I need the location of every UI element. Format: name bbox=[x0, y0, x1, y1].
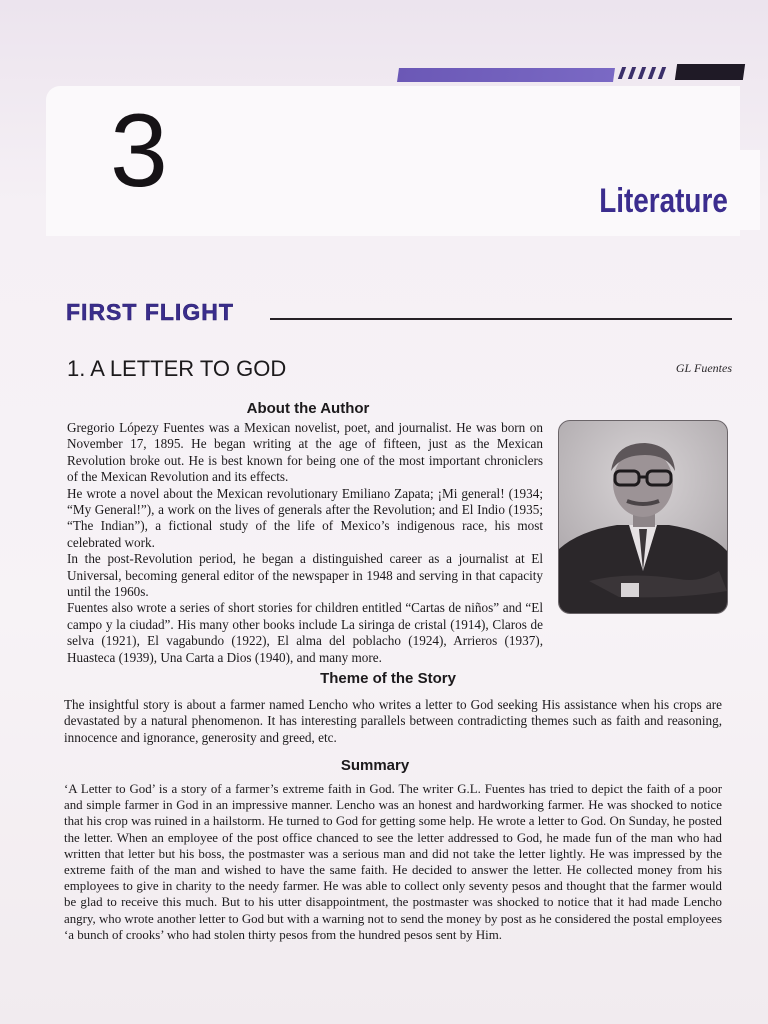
decorative-stripe bbox=[397, 68, 615, 82]
about-paragraph: In the post-Revolution period, he began a distinguished career as a journalist at El Universal, becoming general editor of the newspaper in 1948 and serving in that capacity until the 1960s. bbox=[67, 551, 543, 600]
theme-text: The insightful story is about a farmer named Lencho who writes a letter to God seeking His assistance when his crops are devastated by a natural phenomenon. It has interesting parallels between contradicting themes such as faith and reasoning, innocence and ignorance, generosity and greed, etc. bbox=[64, 697, 722, 745]
about-paragraph: Gregorio Lópezy Fuentes was a Mexican novelist, poet, and journalist. He was born on November 17, 1895. He began writing at the age of fifteen, just as the Mexican Revolution broke out. He is best known for being one of the most important chroniclers of the Mexican Revolution and its effects. bbox=[67, 420, 543, 485]
author-portrait-icon bbox=[559, 421, 727, 613]
chapter-title: Literature bbox=[599, 182, 728, 220]
decorative-dark-bar bbox=[675, 64, 745, 80]
decorative-ticks bbox=[620, 66, 680, 80]
summary-heading: Summary bbox=[340, 757, 410, 774]
about-paragraph: He wrote a novel about the Mexican revolutionary Emiliano Zapata; ¡Mi general! (1934; “My General!”), a work on the lives of generals after the Revolution; and El Indio (1935; “The Indian”), a fictional study of the life of Mexico’s indigenous race, his most celebrated work. bbox=[67, 485, 543, 550]
summary-text: ‘A Letter to God’ is a story of a farmer’s extreme faith in God. The writer G.L. Fuentes has tried to depict the faith of a poor and simple farmer in God in an impressive manner. Lencho was an honest and hardworking farmer. He was shocked to notice that his crop was ruined in a hailstorm. He turned to God for getting some help. He wrote a letter to God. On Sunday, he posted the letter. When an employee of the post office chanced to see the letter addressed to God, he made fun of the man who had written that letter but his boss, the postmaster was a serious man and did not take the letter lightly. He was impressed by the extreme faith of the man and wished to have the same faith. He decided to answer the letter. He collected money from his employees to give in charity to the needy farmer. He was able to collect only seventy pesos and thought that the farmer would be glad to receive this much. But to his utter disappointment, the postmaster was shocked to notice that it had made Lencho angry, who wrote another letter to God but with a warning not to send the money by post as he considered the postal employees ‘a bunch of crooks’ who had stolen thirty pesos from the hundred pesos sent by Him. bbox=[64, 782, 722, 942]
theme-heading: Theme of the Story bbox=[320, 670, 456, 687]
section-rule bbox=[270, 318, 732, 320]
lesson-title: 1. A LETTER TO GOD bbox=[67, 356, 287, 381]
section-heading: FIRST FLIGHT bbox=[66, 299, 234, 325]
author-photo bbox=[558, 420, 728, 614]
chapter-number: 3 bbox=[110, 93, 168, 209]
about-paragraph: Fuentes also wrote a series of short stories for children entitled “Cartas de niños” and “El campo y la ciudad”. His many other books include La siringa de cristal (1914), Claros de selva (1921), El vagabundo (1922), El alma del poblacho (1924), Arrieros (1937), Huasteca (1939), Una Carta a Dios (1940), and many more. bbox=[67, 600, 543, 665]
about-author-text bbox=[67, 420, 543, 666]
about-author-heading: About the Author bbox=[246, 400, 370, 417]
author-credit: GL Fuentes bbox=[675, 361, 732, 375]
